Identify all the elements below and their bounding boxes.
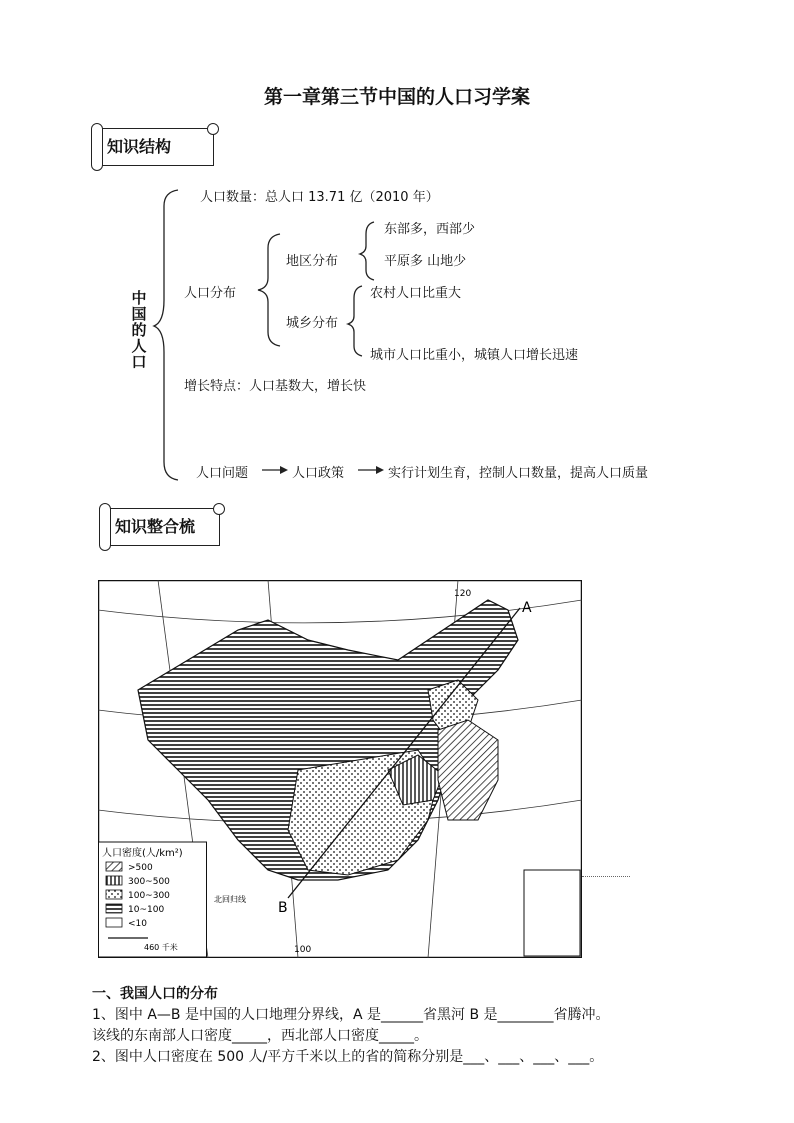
- legend-item: >500: [128, 863, 153, 873]
- outline-chain-problem: 人口问题: [196, 466, 249, 481]
- section-tag-label: 知识结构: [107, 137, 172, 156]
- legend-item: <10: [128, 919, 147, 929]
- outline-root: 中国的人口: [131, 289, 147, 371]
- outline-distribution: 人口分布: [184, 286, 237, 301]
- question-2: 2、图中人口密度在 500 人/平方千米以上的省的简称分别是___、___、___、___。: [92, 1049, 604, 1065]
- tropic-label: 北回归线: [214, 895, 246, 904]
- question-heading: 一、我国人口的分布: [92, 986, 218, 1002]
- point-b: B: [278, 900, 288, 916]
- outline-urban-rural-a: 农村人口比重大: [370, 286, 462, 301]
- population-density-map: [98, 580, 582, 958]
- outline-growth: 增长特点：人口基数大，增长快: [184, 379, 367, 394]
- outline-chain-policy: 人口政策: [292, 466, 345, 481]
- outline-regional-a: 东部多，西部少: [384, 222, 476, 237]
- legend-scale: 460 千米: [144, 943, 178, 952]
- outline-quantity: 人口数量：总人口 13.71 亿（2010 年）: [200, 190, 439, 205]
- legend-item: 100~300: [128, 891, 170, 901]
- outline-regional-b: 平原多 山地少: [384, 254, 467, 269]
- longitude-label: 100: [294, 945, 312, 955]
- section-tag-knowledge-summary: [104, 508, 220, 546]
- legend-title: 人口密度(人/km²): [102, 848, 183, 859]
- question-1-line-2: 该线的东南部人口密度_____，西北部人口密度_____。: [92, 1028, 428, 1044]
- south-sea-inset: [524, 870, 580, 956]
- map-legend: [99, 842, 207, 957]
- map-guide-line: [582, 876, 630, 877]
- legend-item: 300~500: [128, 877, 170, 887]
- point-a: A: [522, 600, 532, 616]
- outline-chain-measures: 实行计划生育，控制人口数量，提高人口质量: [388, 466, 649, 481]
- legend-item: 10~100: [128, 905, 165, 915]
- outline-regional: 地区分布: [286, 254, 339, 269]
- page-title: 第一章第三节中国的人口习学案: [263, 86, 530, 108]
- outline-urban-rural-b: 城市人口比重小，城镇人口增长迅速: [370, 348, 579, 363]
- question-1-line-1: 1、图中 A—B 是中国的人口地理分界线，A 是______省黑河 B 是________省腾冲。: [92, 1007, 610, 1023]
- longitude-label: 120: [454, 589, 472, 599]
- section-tag-label: 知识整合梳: [115, 517, 196, 536]
- outline-urban-rural: 城乡分布: [286, 316, 339, 331]
